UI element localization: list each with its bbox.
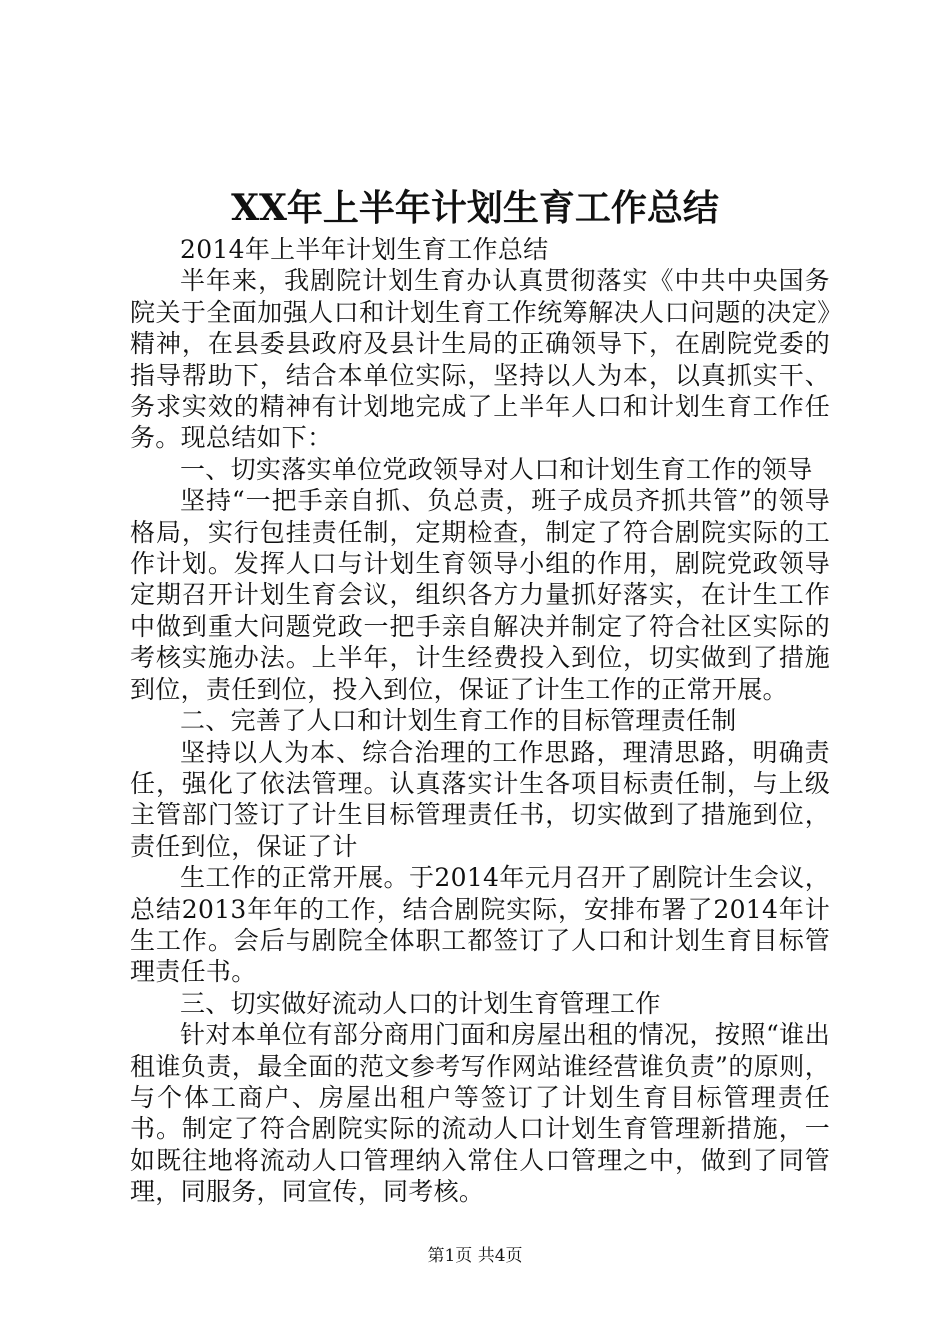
section-2-paragraph-b: 生工作的正常开展。于2014年元月召开了剧院计生会议，总结2013年年的工作，结合剧院实际，安排布署了2014年计生工作。会后与剧院全体职工都签订了人口和计划生育目标管理责任书。	[130, 863, 830, 987]
document-body	[130, 234, 830, 1208]
section-2-paragraph-a: 坚持以人为本、综合治理的工作思路，理清思路，明确责任，强化了依法管理。认真落实计生各项目标责任制，与上级主管部门签订了计生目标管理责任书，切实做到了措施到位，责任到位，保证了计	[130, 737, 830, 861]
section-heading-3: 三、切实做好流动人口的计划生育管理工作	[180, 988, 661, 1018]
section-3-paragraph: 针对本单位有部分商用门面和房屋出租的情况，按照“谁出租谁负责，最全面的范文参考写作网站谁经营谁负责”的原则，与个体工商户、房屋出租户等签订了计划生育目标管理责任书。制定了符合剧院实际的流动人口计划生育管理新措施，一如既往地将流动人口管理纳入常住人口管理之中，做到了同管理，同服务，同宣传，同考核。	[130, 1020, 830, 1207]
document-title: XX年上半年计划生育工作总结	[231, 187, 719, 229]
subtitle-paragraph: 2014年上半年计划生育工作总结	[180, 235, 549, 264]
section-1-paragraph: 坚持“一把手亲自抓、负总责，班子成员齐抓共管”的领导格局，实行包挂责任制，定期检查，制定了符合剧院实际的工作计划。发挥人口与计划生育领导小组的作用，剧院党政领导定期召开计划生育会议，组织各方力量抓好落实，在计生工作中做到重大问题党政一把手亲自解决并制定了符合社区实际的考核实施办法。上半年，计生经费投入到位，切实做到了措施到位，责任到位，投入到位，保证了计生工作的正常开展。	[130, 486, 830, 704]
section-heading-2: 二、完善了人口和计划生育工作的目标管理责任制	[180, 706, 737, 736]
section-heading-1: 一、切实落实单位党政领导对人口和计划生育工作的领导	[180, 454, 813, 484]
page-number-footer: 第1页 共4页	[427, 1246, 523, 1266]
intro-paragraph: 半年来，我剧院计划生育办认真贯彻落实《中共中央国务院关于全面加强人口和计划生育工作统筹解决人口问题的决定》精神，在县委县政府及县计生局的正确领导下，在剧院党委的指导帮助下，结合本单位实际，坚持以人为本，以真抓实干、务求实效的精神有计划地完成了上半年人口和计划生育工作任务。现总结如下：	[130, 266, 830, 453]
